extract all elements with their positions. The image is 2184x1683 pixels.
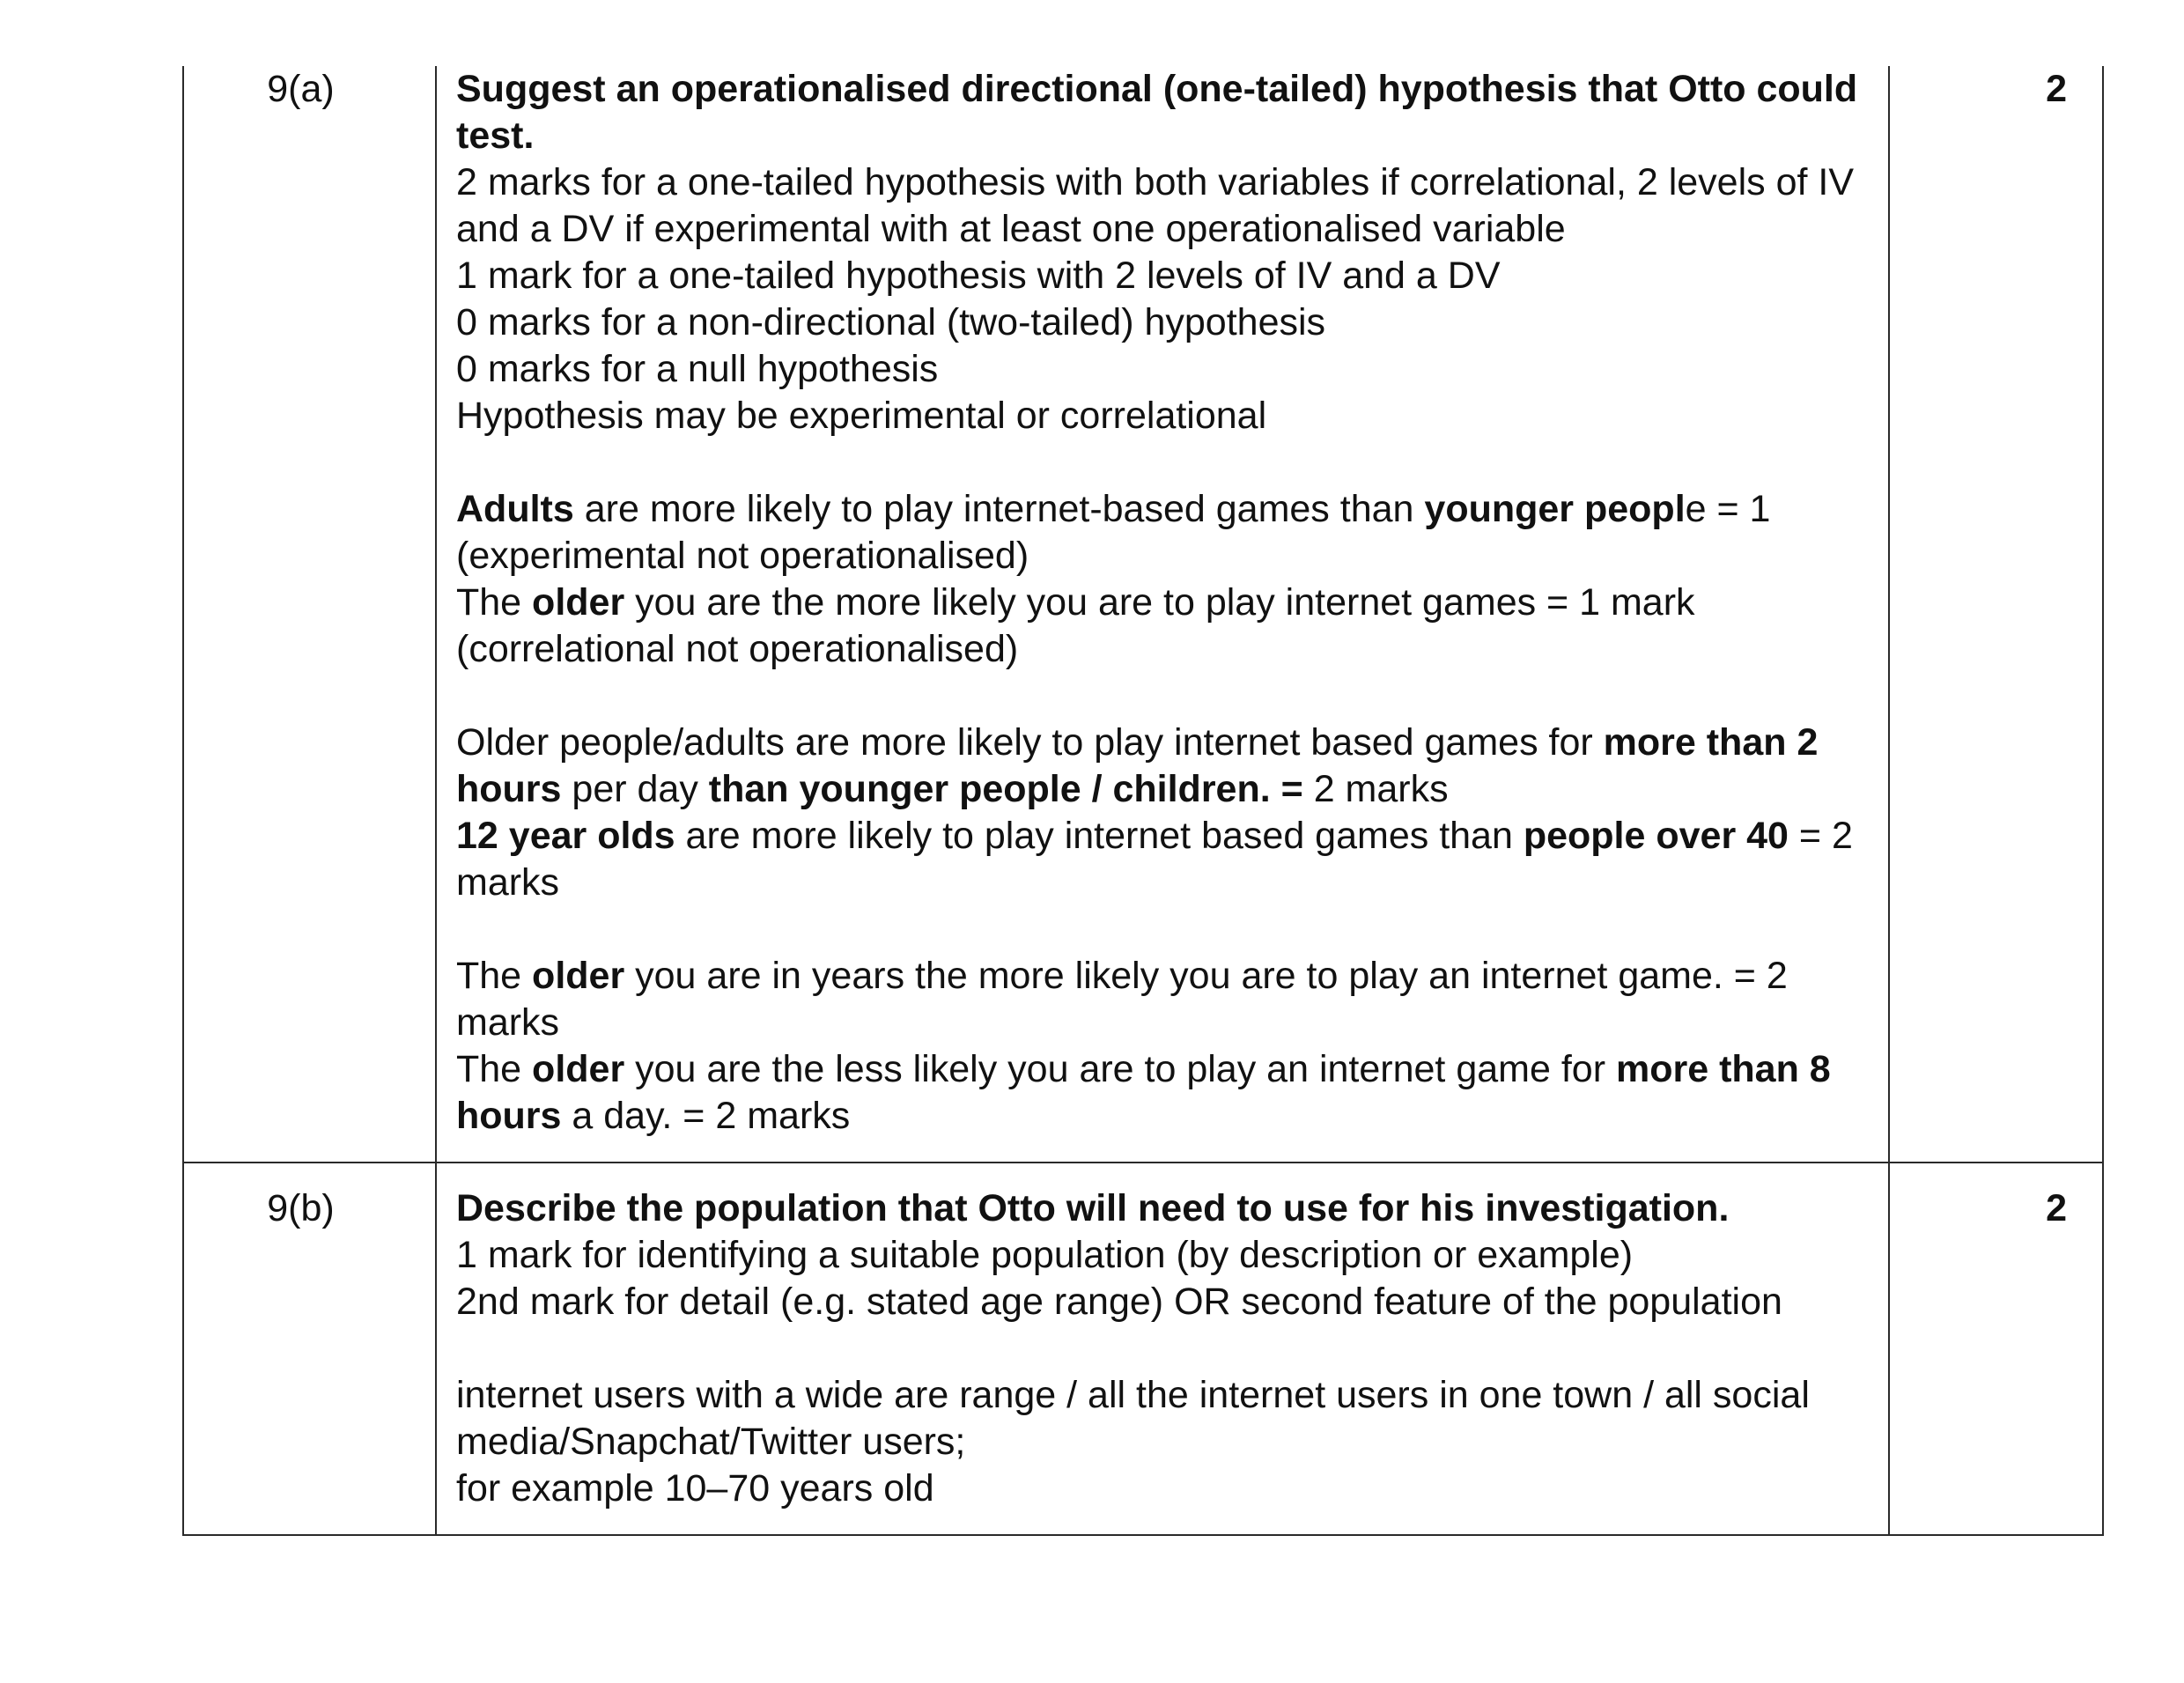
spacer [456,673,1870,720]
spacer [456,906,1870,953]
marks-cell [1889,66,2103,1163]
example-answer: 12 year olds are more likely to play internet based games than people over 40 = 2 marks [456,815,1853,904]
question-number: 9(a) [267,68,335,110]
answer-cell [436,1163,1889,1535]
criterion: 0 marks for a non-directional (two-tailed) hypothesis [456,301,1326,343]
question-number: 9(b) [267,1187,335,1229]
criterion: 2nd mark for detail (e.g. stated age range) OR second feature of the population [456,1281,1782,1323]
spacer [456,439,1870,486]
table-row [183,1163,2103,1535]
criterion: 2 marks for a one-tailed hypothesis with both variables if correlational, 2 levels of IV and a DV if experimental with at least one operationalised variable [456,161,1855,250]
question-number-cell [183,66,436,1163]
marks-value: 2 [2046,68,2067,110]
criterion: Hypothesis may be experimental or correlational [456,395,1267,437]
marks-cell [1889,1163,2103,1535]
criterion: 1 mark for a one-tailed hypothesis with 2 levels of IV and a DV [456,255,1501,297]
example-answer: The older you are the more likely you are to play internet games = 1 mark (correlational not operationalised) [456,581,1695,670]
example-answer: Adults are more likely to play internet-based games than younger people = 1 (experimental not operationalised) [456,488,1771,577]
answer-cell [436,66,1889,1163]
mark-scheme-table [182,66,2104,1536]
question-number-cell [183,1163,436,1535]
question-prompt: Suggest an operationalised directional (one-tailed) hypothesis that Otto could test. [456,68,1858,157]
table-row [183,66,2103,1163]
example-answer: The older you are the less likely you are to play an internet game for more than 8 hours a day. = 2 marks [456,1048,1831,1137]
example-answer: for example 10–70 years old [456,1467,934,1510]
question-prompt: Describe the population that Otto will need to use for his investigation. [456,1187,1730,1229]
example-answer: The older you are in years the more likely you are to play an internet game. = 2 marks [456,955,1788,1044]
criterion: 0 marks for a null hypothesis [456,348,939,390]
criterion: 1 mark for identifying a suitable population (by description or example) [456,1234,1634,1276]
example-answer: internet users with a wide are range / all the internet users in one town / all social media/Snapchat/Twitter users; [456,1374,1810,1463]
spacer [456,1325,1870,1372]
example-answer: Older people/adults are more likely to play internet based games for more than 2 hours per day than younger people / children. = 2 marks [456,721,1819,810]
marks-value: 2 [2046,1187,2067,1229]
